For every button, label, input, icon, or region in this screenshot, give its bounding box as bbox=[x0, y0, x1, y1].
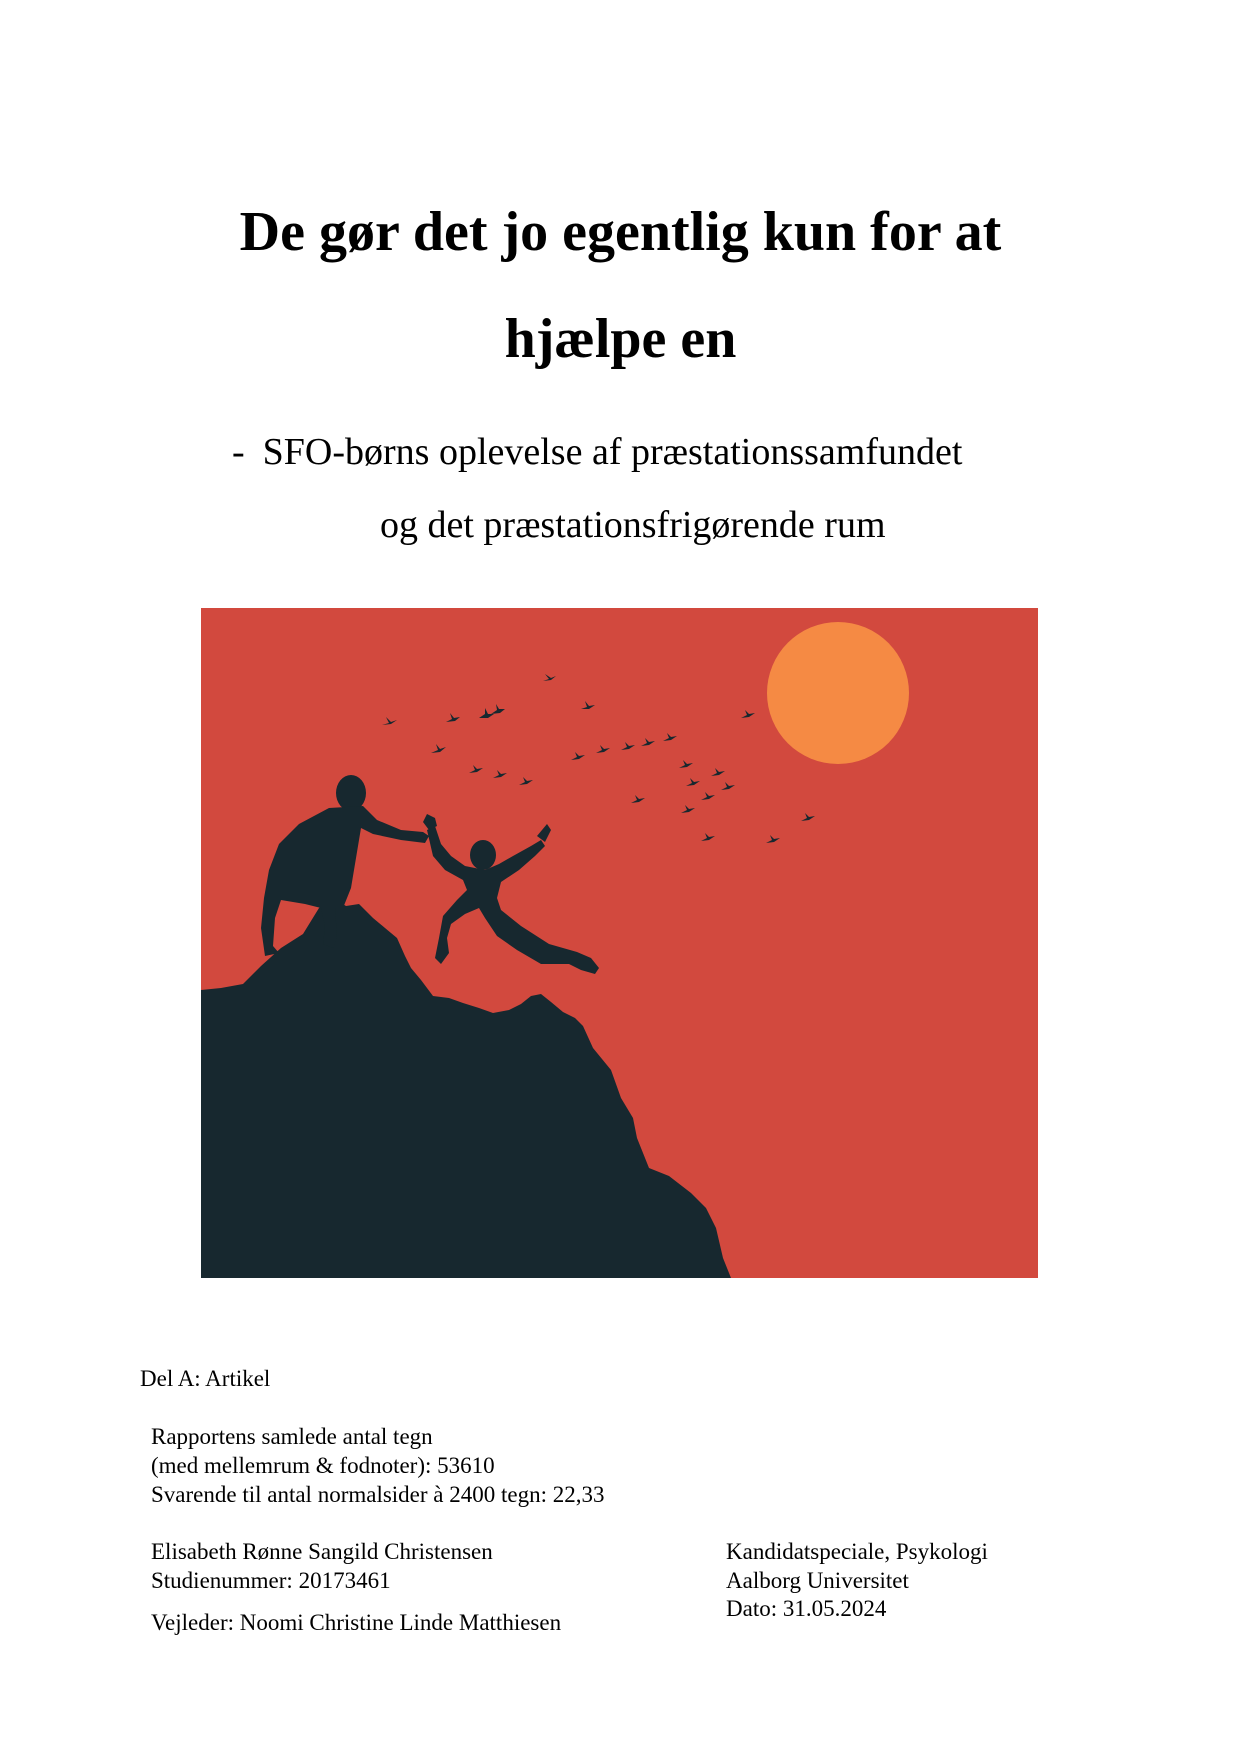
sun-icon bbox=[767, 622, 909, 764]
supervisor: Vejleder: Noomi Christine Linde Matthiesen bbox=[151, 1610, 562, 1635]
char-count-label: Rapportens samlede antal tegn bbox=[151, 1424, 433, 1449]
subtitle-line-1 bbox=[232, 433, 962, 471]
title-line-2: hjælpe en bbox=[504, 308, 737, 370]
section-label: Del A: Artikel bbox=[140, 1366, 271, 1391]
degree: Kandidatspeciale, Psykologi bbox=[726, 1539, 988, 1564]
cover-illustration bbox=[201, 608, 1038, 1278]
date: Dato: 31.05.2024 bbox=[726, 1596, 887, 1621]
normal-pages-count: Svarende til antal normalsider à 2400 tegn: 22,33 bbox=[151, 1482, 605, 1507]
university: Aalborg Universitet bbox=[726, 1568, 909, 1593]
author-name: Elisabeth Rønne Sangild Christensen bbox=[151, 1539, 493, 1564]
subtitle-line-2: og det præstationsfrigørende rum bbox=[380, 504, 886, 546]
subtitle-text-1: SFO-børns oplevelse af præstationssamfundet bbox=[262, 431, 963, 473]
char-count-detail: (med mellemrum & fodnoter): 53610 bbox=[151, 1453, 495, 1478]
student-number: Studienummer: 20173461 bbox=[151, 1568, 391, 1593]
title-line-1: De gør det jo egentlig kun for at bbox=[239, 201, 1002, 263]
subtitle-dash: - bbox=[232, 431, 245, 473]
